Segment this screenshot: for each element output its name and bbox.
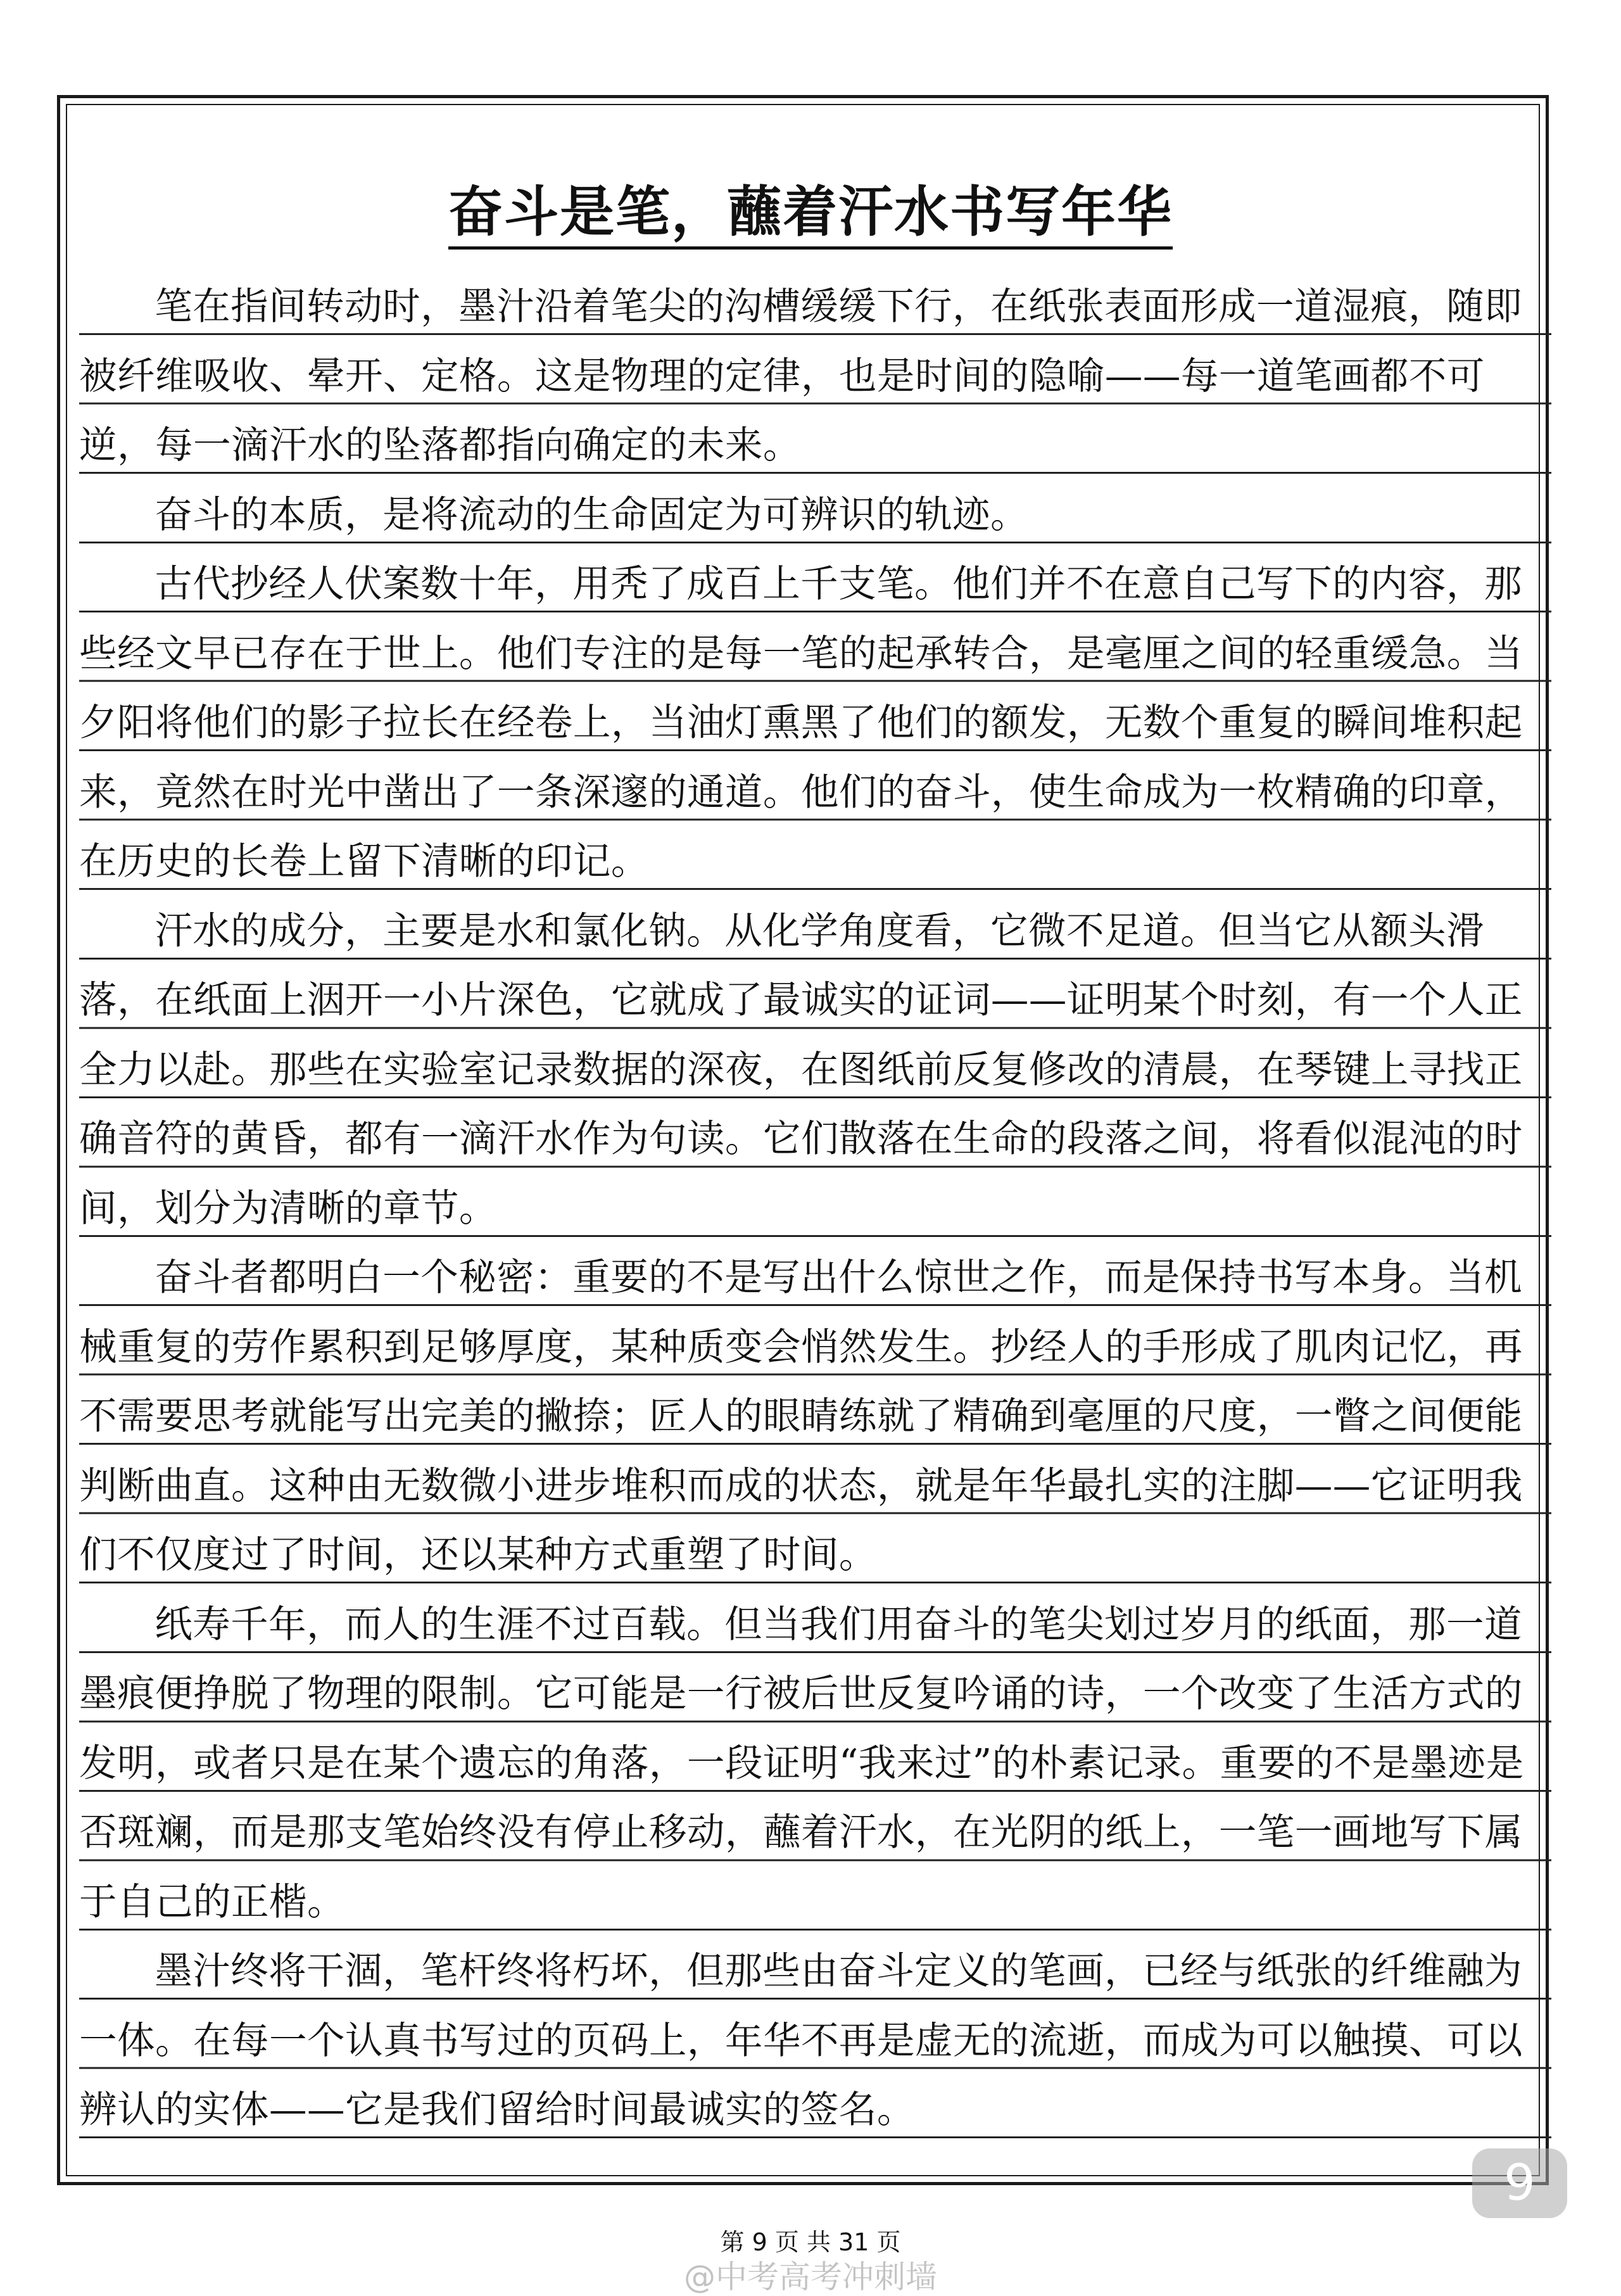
paragraph-2: 奋斗的本质，是将流动的生命固定为可辨识的轨迹。 [79,481,1551,550]
paragraph-1: 笔在指间转动时，墨汁沿着笔尖的沟槽缓缓下行，在纸张表面形成一道湿痕，随即被纤维吸收、晕开、定格。这是物理的定律，也是时间的隐喻——每一道笔画都不可逆，每一滴汗水的坠落都指向确定的未来。 [79,272,1551,481]
paragraph-4: 汗水的成分，主要是水和氯化钠。从化学角度看，它微不足道。但当它从额头滑落，在纸面上洇开一小片深色，它就成了最诚实的证词——证明某个时刻，有一个人正全力以赴。那些在实验室记录数据的深夜，在图纸前反复修改的清晨，在琴键上寻找正确音符的黄昏，都有一滴汗水作为句读。它们散落在生命的段落之间，将看似混沌的时间，划分为清晰的章节。 [79,897,1551,1244]
paragraph-6: 纸寿千年，而人的生涯不过百载。但当我们用奋斗的笔尖划过岁月的纸面，那一道墨痕便挣脱了物理的限制。它可能是一行被后世反复吟诵的诗，一个改变了生活方式的发明，或者只是在某个遗忘的角落，一段证明“我来过”的朴素记录。重要的不是墨迹是否斑斓，而是那支笔始终没有停止移动，蘸着汗水，在光阴的纸上，一笔一画地写下属于自己的正楷。 [79,1590,1551,1938]
essay-title-text: 奋斗是笔，蘸着汗水书写年华 [448,181,1173,250]
watermark: @中考高考冲刺墙 [684,2259,937,2295]
essay-title [0,177,1621,247]
page-number-badge: 9 [1472,2148,1567,2218]
paragraph-3: 古代抄经人伏案数十年，用秃了成百上千支笔。他们并不在意自己写下的内容，那些经文早已存在于世上。他们专注的是每一笔的起承转合，是毫厘之间的轻重缓急。当夕阳将他们的影子拉长在经卷上，当油灯熏黑了他们的额发，无数个重复的瞬间堆积起来，竟然在时光中凿出了一条深邃的通道。他们的奋斗，使生命成为一枚精确的印章，在历史的长卷上留下清晰的印记。 [79,550,1551,897]
paragraph-5: 奋斗者都明白一个秘密：重要的不是写出什么惊世之作，而是保持书写本身。当机械重复的劳作累积到足够厚度，某种质变会悄然发生。抄经人的手形成了肌肉记忆，再不需要思考就能写出完美的撇捺；匠人的眼睛练就了精确到毫厘的尺度，一瞥之间便能判断曲直。这种由无数微小进步堆积而成的状态，就是年华最扎实的注脚——它证明我们不仅度过了时间，还以某种方式重塑了时间。 [79,1243,1551,1590]
paragraph-7: 墨汁终将干涸，笔杆终将朽坏，但那些由奋斗定义的笔画，已经与纸张的纤维融为一体。在每一个认真书写过的页码上，年华不再是虚无的流逝，而成为可以触摸、可以辨认的实体——它是我们留给时间最诚实的签名。 [79,1937,1551,2145]
essay-body [79,272,1551,2145]
page-footer-label: 第 9 页 共 31 页 [720,2228,901,2256]
